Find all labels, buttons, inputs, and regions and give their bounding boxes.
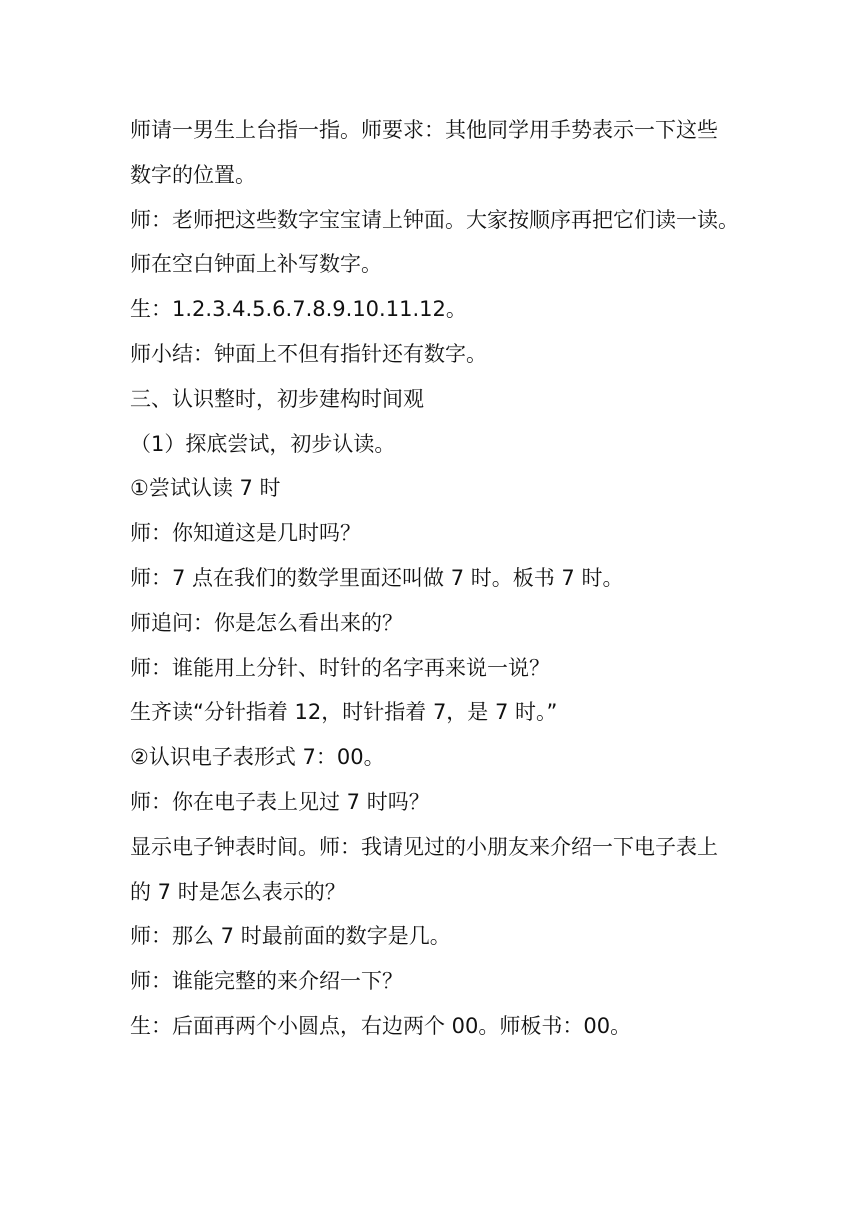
- text-line: 师：那么 7 时最前面的数字是几。: [130, 924, 451, 949]
- subsection-heading: （1）探底尝试，初步认读。: [130, 431, 396, 456]
- text-line: 生：后面再两个小圆点，右边两个 00。师板书：00。: [130, 1013, 632, 1038]
- text-line: 师：你知道这是几时吗？: [130, 521, 361, 546]
- text-line: 生：1.2.3.4.5.6.7.8.9.10.11.12。: [130, 297, 467, 322]
- text-line: 数字的位置。: [130, 162, 256, 187]
- text-line: 师：你在电子表上见过 7 时吗？: [130, 789, 430, 814]
- text-line: 师在空白钟面上补写数字。: [130, 252, 382, 277]
- text-line: 师：老师把这些数字宝宝请上钟面。大家按顺序再把它们读一读。: [130, 207, 739, 232]
- text-line: ②认识电子表形式 7：00。: [130, 745, 385, 770]
- text-line: ①尝试认读 7 时: [130, 476, 281, 501]
- text-line: 师请一男生上台指一指。师要求：其他同学用手势表示一下这些: [130, 118, 718, 142]
- text-line: 师：谁能用上分针、时针的名字再来说一说？: [130, 655, 550, 680]
- text-line: 师：7 点在我们的数学里面还叫做 7 时。板书 7 时。: [130, 565, 624, 590]
- text-line: 显示电子钟表时间。师：我请见过的小朋友来介绍一下电子表上: [130, 834, 718, 859]
- text-line: 的 7 时是怎么表示的？: [130, 879, 346, 904]
- text-line: 师小结：钟面上不但有指针还有数字。: [130, 341, 487, 366]
- text-line: 生齐读“分针指着 12，时针指着 7，是 7 时。”: [130, 700, 558, 725]
- text-line: 师：谁能完整的来介绍一下？: [130, 969, 403, 994]
- section-heading: 三、认识整时，初步建构时间观: [130, 386, 424, 411]
- body-text: [130, 108, 739, 1049]
- text-line: 师追问：你是怎么看出来的？: [130, 610, 403, 635]
